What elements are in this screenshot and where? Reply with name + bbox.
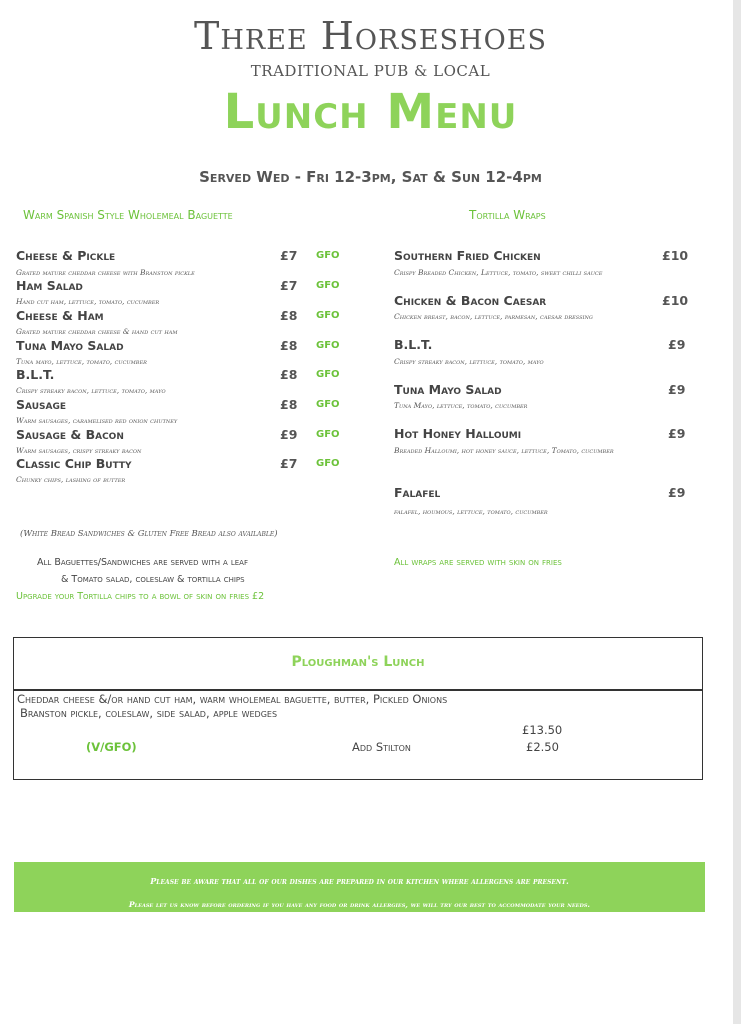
baguette-heading: Warm Spanish Style Wholemeal Baguette <box>23 208 233 222</box>
baguette-item-desc: Hand cut ham, lettuce, tomato, cucumber <box>16 297 160 306</box>
ploughmans-diet: (V/GFO) <box>86 740 137 754</box>
gfo-badge: GFO <box>316 429 340 440</box>
wraps-heading: Tortilla Wraps <box>469 208 546 222</box>
wrap-item-name: Southern Fried Chicken <box>394 248 541 263</box>
ploughmans-price: £13.50 <box>522 723 563 737</box>
ploughmans-desc-line2: Branston pickle, coleslaw, side salad, apple wedges <box>20 706 278 720</box>
serving-times: Served Wed - Fri 12-3pm, Sat & Sun 12-4pm <box>199 168 542 186</box>
wrap-item-desc: Crispy streaky bacon, lettuce, tomato, mayo <box>394 357 544 366</box>
baguette-item-price: £8 <box>280 367 298 382</box>
upgrade-note: Upgrade your Tortilla chips to a bowl of skin on fries £2 <box>16 591 265 602</box>
baguette-item-desc: Chunky chips, lashing of butter <box>16 475 126 484</box>
wrap-item-price: £10 <box>662 293 689 308</box>
bread-note: (White Bread Sandwiches & Gluten Free Bread also available) <box>20 529 278 539</box>
baguette-item-desc: Crispy streaky bacon, lettuce, tomato, mayo <box>16 386 166 395</box>
pub-subtitle: TRADITIONAL PUB & LOCAL <box>250 62 491 80</box>
gfo-badge: GFO <box>316 399 340 410</box>
baguette-item-name: Sausage & Bacon <box>16 427 124 442</box>
allergen-line1: Please be aware that all of our dishes are prepared in our kitchen where allergens are present. <box>150 876 569 886</box>
baguette-item-name: Cheese & Ham <box>16 308 104 323</box>
gfo-badge: GFO <box>316 458 340 469</box>
allergen-line2: Please let us know before ordering if you have any food or drink allergies, we will try our best to accommodate your needs. <box>128 900 591 909</box>
baguette-item-name: Cheese & Pickle <box>16 248 116 263</box>
wrap-item-desc: falafel, houmous, lettuce, tomato, cucumber <box>394 507 548 516</box>
gfo-badge: GFO <box>316 280 340 291</box>
menu-title: Lunch Menu <box>223 84 518 140</box>
wrap-item-desc: Breaded Halloumi, hot honey sauce, lettuce, Tomato, cucumber <box>394 446 614 455</box>
baguette-served-line1: All Baguettes/Sandwiches are served with a leaf <box>37 557 248 568</box>
baguette-item-desc: Warm sausages, caramelised red onion chutney <box>16 416 178 425</box>
baguette-item-name: B.L.T. <box>16 367 55 382</box>
wrap-item-desc: Crispy Breaded Chicken, Lettuce, tomato, sweet chilli sauce <box>394 268 603 277</box>
baguette-item-price: £8 <box>280 397 298 412</box>
wrap-item-price: £9 <box>668 485 686 500</box>
baguette-item-name: Tuna Mayo Salad <box>16 338 124 353</box>
baguette-item-price: £7 <box>280 456 298 471</box>
wrap-item-name: Falafel <box>394 485 441 500</box>
baguette-item-price: £9 <box>280 427 298 442</box>
baguette-served-line2: & Tomato salad, coleslaw & tortilla chips <box>61 574 245 585</box>
wrap-item-price: £9 <box>668 382 686 397</box>
baguette-item-desc: Grated mature cheddar cheese & hand cut ham <box>16 327 178 336</box>
wrap-item-price: £9 <box>668 337 686 352</box>
wrap-item-name: Hot Honey Halloumi <box>394 426 522 441</box>
baguette-item-desc: Tuna mayo, lettuce, tomato, cucumber <box>16 357 147 366</box>
wrap-item-name: B.L.T. <box>394 337 433 352</box>
page-edge <box>733 0 741 1024</box>
gfo-badge: GFO <box>316 340 340 351</box>
gfo-badge: GFO <box>316 250 340 261</box>
baguette-item-price: £7 <box>280 248 298 263</box>
wrap-item-desc: Tuna Mayo, lettuce, tomato, cucumber <box>394 401 528 410</box>
gfo-badge: GFO <box>316 369 340 380</box>
wrap-item-price: £10 <box>662 248 689 263</box>
gfo-badge: GFO <box>316 310 340 321</box>
baguette-item-name: Classic Chip Butty <box>16 456 132 471</box>
baguette-item-price: £8 <box>280 338 298 353</box>
ploughmans-title: Ploughman's Lunch <box>291 654 425 670</box>
baguette-item-name: Ham Salad <box>16 278 83 293</box>
addon-label: Add Stilton <box>352 740 411 754</box>
ploughmans-divider <box>13 689 703 691</box>
wrap-item-name: Tuna Mayo Salad <box>394 382 502 397</box>
baguette-item-price: £7 <box>280 278 298 293</box>
baguette-item-desc: Warm sausages, crispy streaky bacon <box>16 446 142 455</box>
pub-name: Three Horseshoes <box>194 14 547 58</box>
ploughmans-desc-line1: Cheddar cheese &/or hand cut ham, warm wholemeal baguette, butter, Pickled Onions <box>17 692 448 706</box>
wrap-item-desc: Chicken breast, bacon, lettuce, parmesan, caesar dressing <box>394 312 593 321</box>
baguette-item-price: £8 <box>280 308 298 323</box>
wraps-served-note: All wraps are served with skin on fries <box>394 557 562 568</box>
wrap-item-price: £9 <box>668 426 686 441</box>
baguette-item-name: Sausage <box>16 397 66 412</box>
addon-price: £2.50 <box>526 740 559 754</box>
baguette-item-desc: Grated mature cheddar cheese with Branston pickle <box>16 268 195 277</box>
wrap-item-name: Chicken & Bacon Caesar <box>394 293 547 308</box>
